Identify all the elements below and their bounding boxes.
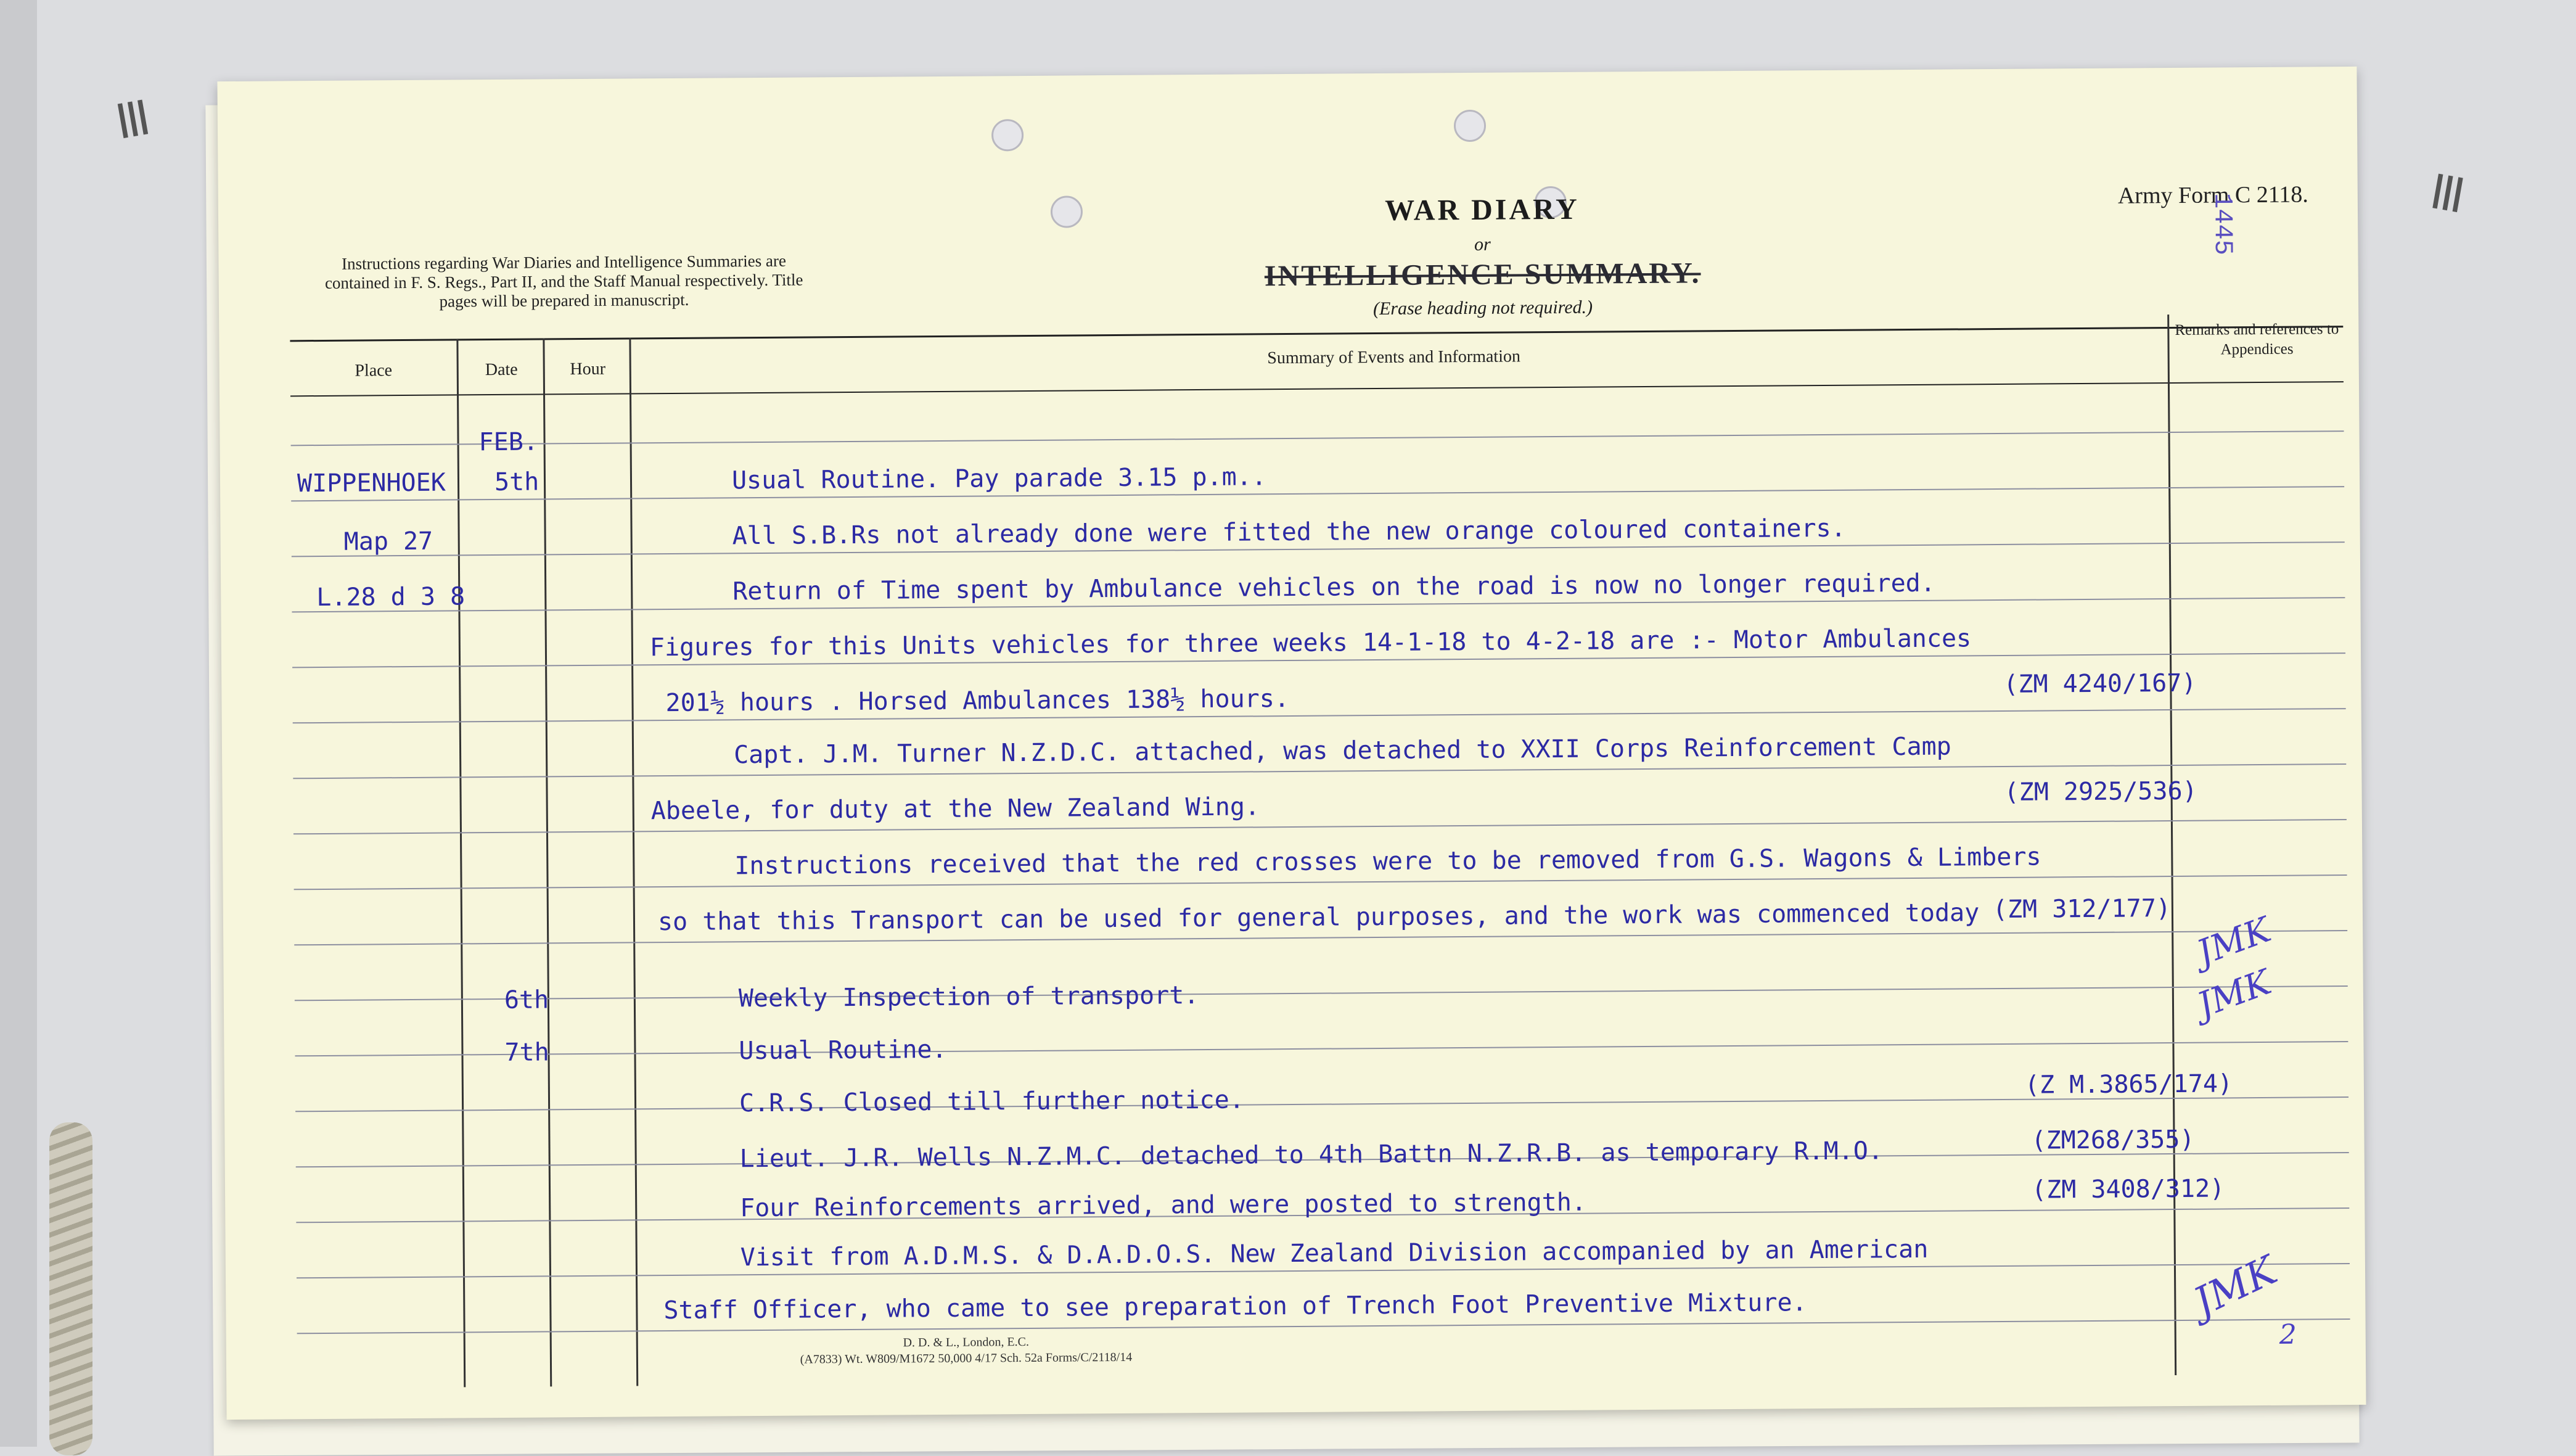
appendix-reference: (ZM 3408/312) (2031, 1174, 2225, 1204)
summary-line: Instructions received that the red crosses were to be removed from G.S. Wagons & Limbers (734, 842, 2041, 881)
summary-line: Usual Routine. (739, 1035, 947, 1066)
form-or: or (1474, 234, 1491, 255)
page-number: 2 (2279, 1318, 2297, 1351)
date-entry: 5th (494, 467, 539, 497)
punch-hole (991, 119, 1023, 151)
backdrop (0, 0, 37, 1447)
header-rule (290, 326, 2343, 342)
place-entry: L.28 d 3 8 (316, 582, 466, 612)
stamped-number: 1445 (2207, 192, 2238, 256)
appendix-reference: (Z M.3865/174) (2024, 1069, 2233, 1100)
form-title: WAR DIARY (1384, 192, 1580, 227)
summary-line: Four Reinforcements arrived, and were posted to strength. (740, 1188, 1587, 1223)
summary-line: Lieut. J.R. Wells N.Z.M.C. detached to 4th Battn N.Z.R.B. as temporary R.M.O. (739, 1137, 1884, 1174)
pencil-mark: ≡ (2410, 164, 2482, 221)
summary-line: Weekly Inspection of transport. (738, 981, 1199, 1013)
summary-line: Abeele, for duty at the New Zealand Wing. (650, 792, 1260, 826)
column-header-summary: Summary of Events and Information (1267, 347, 1521, 368)
handwritten-initials: JMK (2191, 910, 2276, 974)
punch-hole (1051, 195, 1083, 228)
army-form-number: Army Form C 2118. (2117, 181, 2308, 209)
instructions-text: Instructions regarding War Diaries and Intelligence Summaries are contained in F. S. Regs., Part II, and the Staff Manual respectively. Title pages will be prepared in manuscript. (324, 251, 803, 311)
summary-line: Capt. J.M. Turner N.Z.D.C. attached, was detached to XXII Corps Reinforcement Camp (733, 732, 1951, 770)
printer-imprint (596, 1332, 1336, 1369)
date-entry: FEB. (478, 427, 539, 457)
binding-tag-string (49, 1122, 92, 1455)
summary-line: 201½ hours . Horsed Ambulances 138½ hours. (665, 685, 1290, 718)
summary-line: Visit from A.D.M.S. & D.A.D.O.S. New Zealand Division accompanied by an American (740, 1235, 1929, 1272)
summary-line: C.R.S. Closed till further notice. (739, 1085, 1244, 1118)
ruled-line (294, 874, 2347, 890)
imprint-line: D. D. & L., London, E.C. (903, 1335, 1030, 1350)
appendix-reference: (ZM 312/177) (1992, 894, 2172, 924)
war-diary-page (217, 67, 2366, 1420)
ruled-line (291, 430, 2344, 446)
intelligence-summary-heading: INTELLIGENCE SUMMARY. (1264, 257, 1701, 293)
column-header-remarks: Remarks and references to Appendices (2175, 321, 2339, 358)
summary-line: Return of Time spent by Ambulance vehicles on the road is now no longer required. (732, 569, 1936, 606)
summary-line: so that this Transport can be used for general purposes, and the work was commenced today (657, 899, 1980, 937)
date-entry: 7th (504, 1038, 549, 1067)
appendix-reference: (ZM 4240/167) (2003, 668, 2197, 699)
column-divider (456, 339, 466, 1387)
place-entry: Map 27 (343, 527, 433, 556)
column-divider (543, 338, 552, 1386)
column-divider (2167, 315, 2176, 1375)
pencil-mark: ≡ (98, 90, 170, 147)
imprint-line: (A7833) Wt. W809/M1672 50,000 4/17 Sch. 52a Forms/C/2118/14 (800, 1350, 1133, 1367)
ruled-line (293, 763, 2346, 779)
summary-line: All S.B.Rs not already done were fitted the new orange coloured containers. (732, 514, 1846, 551)
column-header-hour: Hour (570, 359, 606, 379)
punch-hole (1454, 110, 1486, 142)
summary-line: Staff Officer, who came to see preparation of Trench Foot Preventive Mixture. (663, 1288, 1807, 1325)
column-header-place: Place (355, 361, 393, 380)
ruled-line (293, 819, 2347, 834)
date-entry: 6th (504, 985, 549, 1014)
summary-line: Figures for this Units vehicles for three weeks 14-1-18 to 4-2-18 are :- Motor Ambulances (649, 624, 1972, 662)
ruled-line (293, 708, 2346, 723)
column-divider (629, 337, 638, 1386)
erase-heading-note: (Erase heading not required.) (1372, 297, 1593, 319)
handwritten-initials: JMK (2192, 962, 2277, 1026)
ruled-line (295, 1041, 2348, 1056)
appendix-reference: (ZM268/355) (2031, 1125, 2195, 1155)
column-header-rule (290, 381, 2344, 397)
ruled-line (294, 930, 2347, 945)
column-header-date: Date (485, 360, 518, 380)
handwritten-initials: JMK (2187, 1248, 2284, 1326)
place-entry: WIPPENHOEK (297, 468, 446, 498)
ruled-line (291, 486, 2344, 501)
appendix-reference: (ZM 2925/536) (2004, 776, 2197, 807)
summary-line: Usual Routine. Pay parade 3.15 p.m.. (731, 463, 1267, 495)
ruled-line (295, 985, 2348, 1001)
